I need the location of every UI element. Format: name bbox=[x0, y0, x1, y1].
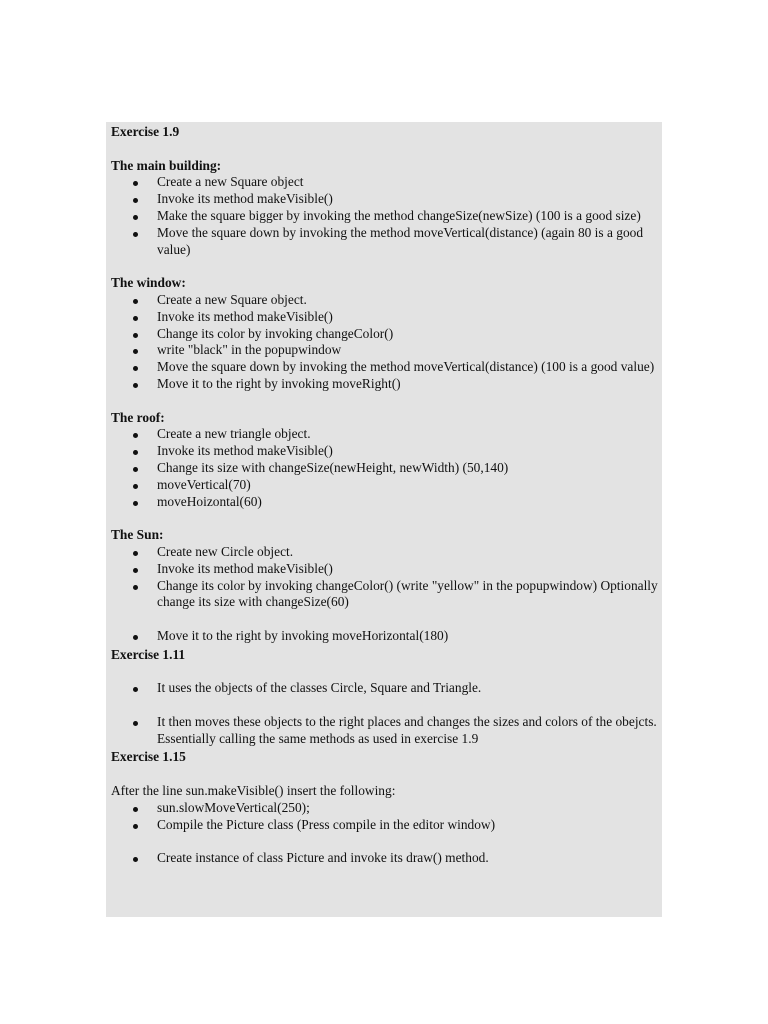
exercise-1-15-intro: After the line sun.makeVisible() insert the following: bbox=[111, 783, 396, 799]
spacer bbox=[111, 510, 659, 527]
list-item: It then moves these objects to the right places and changes the sizes and colors of the obejcts. Essentially calling the same methods as used in exercise 1.9 bbox=[111, 714, 659, 748]
list-item: moveHoizontal(60) bbox=[111, 494, 659, 511]
list-item: Compile the Picture class (Press compile in the editor window) bbox=[111, 817, 659, 834]
spacer bbox=[111, 258, 659, 275]
list-item: Move it to the right by invoking moveRight() bbox=[111, 376, 659, 393]
list-item: Move the square down by invoking the method moveVertical(distance) (again 80 is a good value) bbox=[111, 225, 659, 259]
list-item: moveVertical(70) bbox=[111, 477, 659, 494]
spacer bbox=[111, 766, 659, 783]
list-item: Change its color by invoking changeColor() bbox=[111, 326, 659, 343]
sun-heading: The Sun: bbox=[111, 527, 164, 543]
exercise-1-9-title: Exercise 1.9 bbox=[111, 124, 180, 139]
list-item: Create a new Square object. bbox=[111, 292, 659, 309]
spacer bbox=[111, 393, 659, 410]
main-building-heading: The main building: bbox=[111, 157, 222, 173]
roof-heading: The roof: bbox=[111, 409, 165, 425]
list-item: Invoke its method makeVisible() bbox=[111, 443, 659, 460]
exercise-1-15-title: Exercise 1.15 bbox=[111, 749, 186, 765]
list-item: Change its color by invoking changeColor() (write "yellow" in the popupwindow) Optionally change its size with changeSize(60) bbox=[111, 578, 659, 612]
main-building-list bbox=[111, 174, 659, 258]
list-item: Create a new triangle object. bbox=[111, 426, 659, 443]
list-item: Move the square down by invoking the method moveVertical(distance) (100 is a good value) bbox=[111, 359, 659, 376]
list-item: Create a new Square object bbox=[111, 174, 659, 191]
list-item: Make the square bigger by invoking the method changeSize(newSize) (100 is a good size) bbox=[111, 208, 659, 225]
exercise-1-11-title: Exercise 1.11 bbox=[111, 646, 186, 662]
list-item: Move it to the right by invoking moveHorizontal(180) bbox=[111, 628, 659, 645]
window-heading: The window: bbox=[111, 275, 186, 291]
document-content bbox=[111, 124, 659, 867]
exercise-1-15-list bbox=[111, 800, 659, 867]
list-item: Invoke its method makeVisible() bbox=[111, 309, 659, 326]
list-item: write "black" in the popupwindow bbox=[111, 342, 659, 359]
list-item: Create new Circle object. bbox=[111, 544, 659, 561]
list-item: sun.slowMoveVertical(250); bbox=[111, 800, 659, 817]
roof-list bbox=[111, 426, 659, 510]
window-list bbox=[111, 292, 659, 393]
spacer bbox=[111, 141, 659, 158]
list-item: Create instance of class Picture and invoke its draw() method. bbox=[111, 850, 659, 867]
sun-list bbox=[111, 544, 659, 645]
list-item: Invoke its method makeVisible() bbox=[111, 561, 659, 578]
list-item: Change its size with changeSize(newHeight, newWidth) (50,140) bbox=[111, 460, 659, 477]
exercise-1-11-list bbox=[111, 680, 659, 747]
list-item: It uses the objects of the classes Circle, Square and Triangle. bbox=[111, 680, 659, 697]
list-item: Invoke its method makeVisible() bbox=[111, 191, 659, 208]
